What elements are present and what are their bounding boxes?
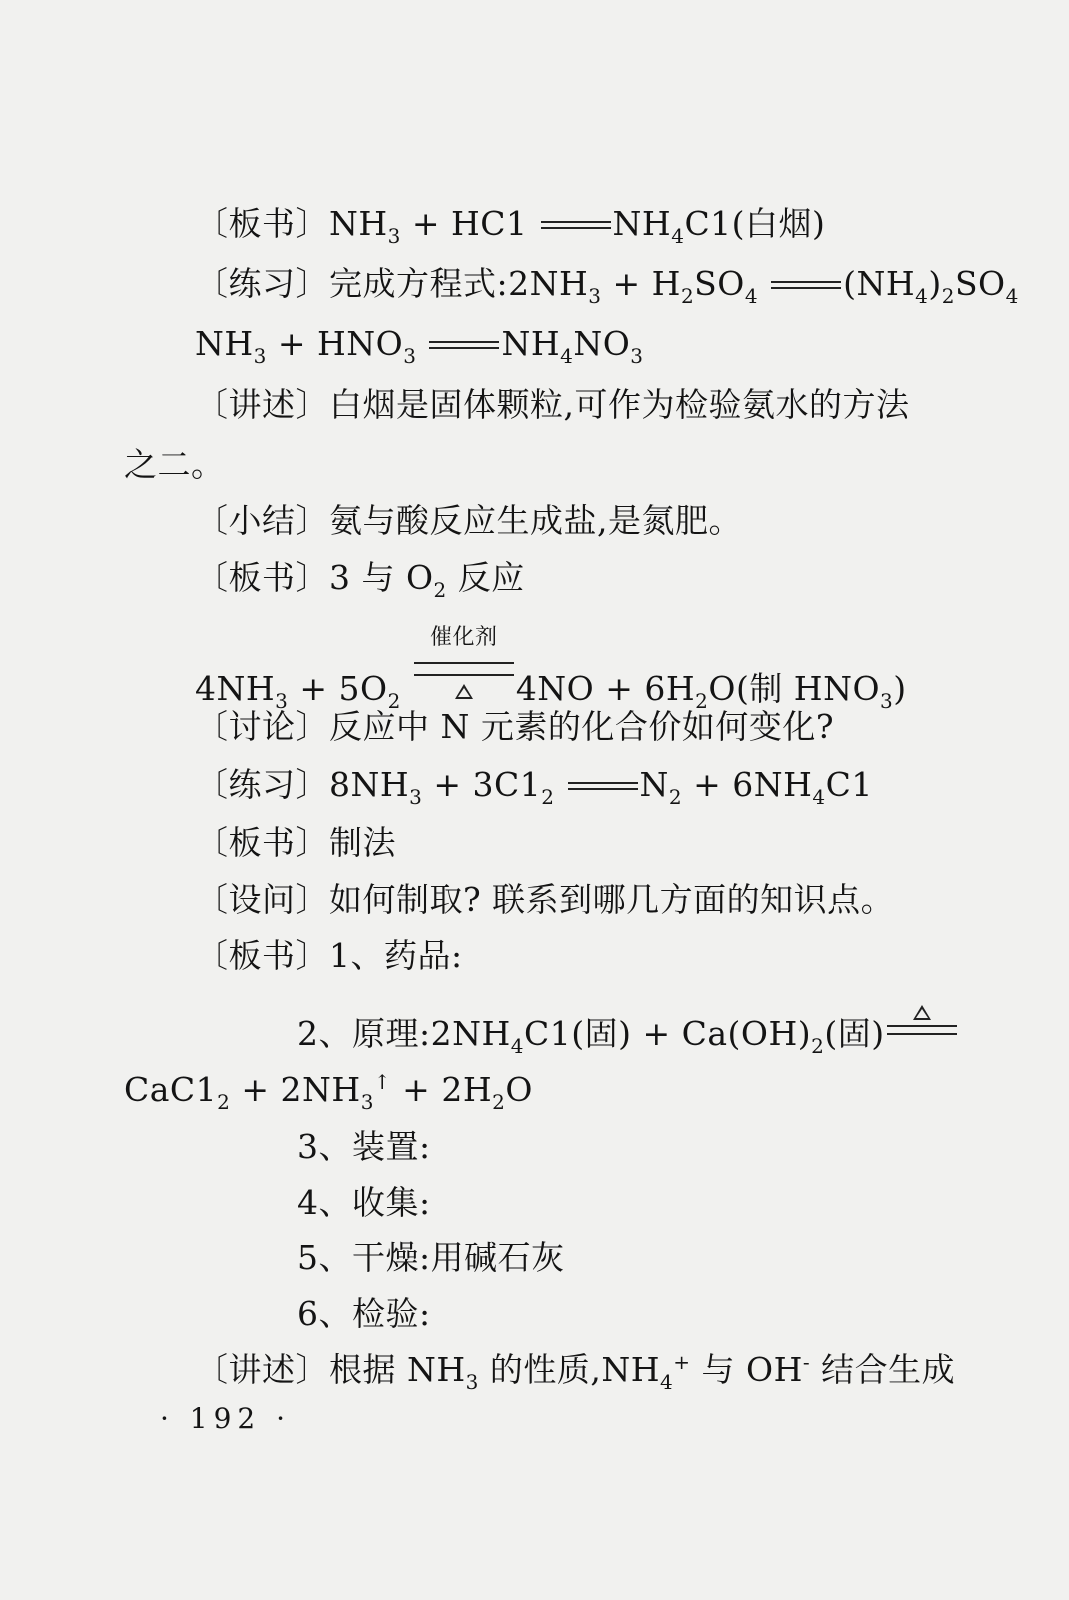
text-line-8: $4NH_3 + 5O_2$ 催化剂 $4NO + 6H_2O$(制 $HNO_3$) — [195, 625, 907, 713]
text-line-4: 〔讲述〕白烟是固体颗粒,可作为检验氨水的方法 — [195, 385, 910, 424]
text-line-9: 〔讨论〕反应中 N 元素的化合价如何变化? — [195, 707, 835, 746]
text-line-15: $CaC1_2 + 2NH_3^↑ + 2H_2O$ — [124, 1070, 533, 1114]
equals-sign — [429, 335, 499, 355]
text-line-7: 〔板书〕3 与 $O_2$ 反应 — [195, 558, 525, 602]
heat-condition — [887, 1005, 957, 1045]
page-number: · 192 · — [160, 1402, 292, 1435]
text-line-5: 之二。 — [124, 445, 225, 484]
equals-sign — [771, 275, 841, 295]
text-line-10: 〔练习〕$8NH_3 + 3C1_2$ $N_2 + 6NH_4C1$ — [195, 765, 873, 809]
catalyst-label: 催化剂 — [430, 625, 498, 650]
text-line-19: 6、检验: — [297, 1294, 431, 1333]
equals-sign — [541, 215, 611, 235]
text-line-11: 〔板书〕制法 — [195, 823, 396, 862]
reaction-condition — [414, 625, 514, 700]
text-line-14: 2、原理$:2NH_4C1$(固) + $Ca(OH)_2$(固) — [297, 1005, 957, 1060]
text-line-17: 4、收集: — [297, 1183, 431, 1222]
equals-sign — [568, 776, 638, 796]
text-line-13: 〔板书〕1、药品: — [195, 936, 463, 975]
up-arrow-icon: ↑ — [373, 1070, 392, 1094]
text-line-2: 〔练习〕完成方程式$:2NH_3 + H_2SO_4$ $(NH_4)_2SO_4$ — [195, 264, 1019, 308]
text-line-3: $NH_3 + HNO_3$ $NH_4NO_3$ — [195, 324, 644, 368]
text-line-12: 〔设问〕如何制取? 联系到哪几方面的知识点。 — [195, 880, 895, 919]
text-line-1: 〔板书〕$NH_3 + HC1$ $NH_4C1$(白烟) — [195, 204, 826, 248]
text-line-20: 〔讲述〕根据 $NH_3$ 的性质$,NH_4^+$ 与 OH- 结合生成 — [195, 1350, 956, 1394]
heat-triangle-icon — [455, 684, 473, 699]
text-line-16: 3、装置: — [297, 1127, 431, 1166]
text-line-6: 〔小结〕氨与酸反应生成盐,是氮肥。 — [195, 501, 742, 540]
text-line-18: 5、干燥:用碱石灰 — [297, 1238, 565, 1277]
heat-triangle-icon — [913, 1005, 931, 1020]
